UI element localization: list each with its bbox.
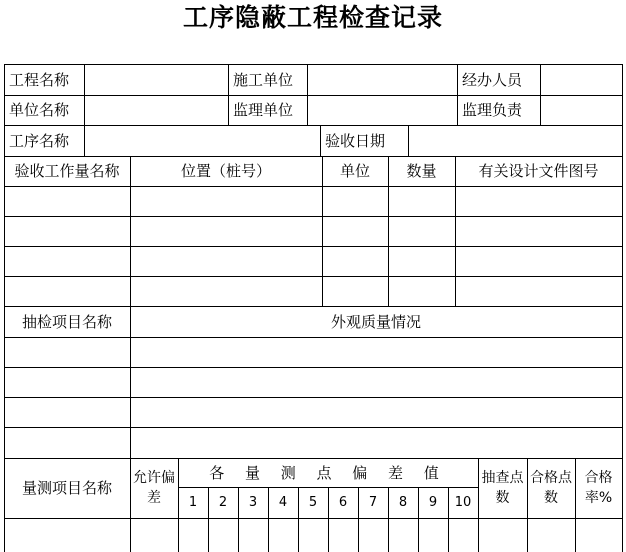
document-title: 工序隐蔽工程检查记录 [182, 3, 443, 32]
quantity-cell[interactable] [455, 246, 622, 276]
inspection-cell[interactable] [4, 367, 130, 397]
point-number: 1 [188, 494, 198, 510]
inspection-cell[interactable] [4, 427, 130, 458]
quantity-cell[interactable] [455, 186, 622, 216]
quantity-cell[interactable] [322, 246, 388, 276]
table-right-border [622, 64, 623, 552]
label-handler: 经办人员 [462, 70, 523, 89]
quantity-cell[interactable] [388, 216, 455, 246]
label-acceptance-date: 验收日期 [325, 131, 386, 150]
inspection-cell[interactable] [130, 337, 622, 367]
inspection-cell[interactable] [130, 367, 622, 397]
field-project-name[interactable] [84, 64, 228, 95]
measurement-cell[interactable] [238, 518, 268, 551]
label-unit-name: 单位名称 [9, 101, 70, 119]
inspection-cell[interactable] [4, 397, 130, 427]
measurement-cell[interactable] [358, 518, 388, 551]
quantity-cell[interactable] [4, 276, 130, 306]
label-supervision-unit: 监理单位 [233, 101, 294, 119]
measurement-cell[interactable] [130, 518, 178, 551]
point-number: 3 [248, 494, 258, 510]
header-quantity: 数量 [406, 162, 437, 180]
field-supervision-unit[interactable] [307, 95, 457, 125]
measurement-cell[interactable] [478, 518, 527, 551]
header-position: 位置（桩号） [180, 162, 271, 180]
measurement-cell[interactable] [527, 518, 575, 551]
quantity-cell[interactable] [322, 186, 388, 216]
field-acceptance-date[interactable] [408, 125, 622, 156]
header-tolerance: 允许偏差 [133, 470, 175, 506]
inspection-cell[interactable] [130, 397, 622, 427]
measurement-cell[interactable] [448, 518, 478, 551]
header-appearance-quality: 外观质量情况 [330, 312, 421, 331]
quantity-cell[interactable] [322, 276, 388, 306]
measurement-cell[interactable] [388, 518, 418, 551]
measurement-cell[interactable] [178, 518, 208, 551]
header-qualified-points: 合格点数 [530, 470, 572, 506]
header-deviation-values: 各 量 测 点 偏 差 值 [209, 463, 447, 482]
quantity-cell[interactable] [455, 276, 622, 306]
quantity-cell[interactable] [322, 216, 388, 246]
point-number: 6 [338, 494, 348, 510]
quantity-cell[interactable] [4, 246, 130, 276]
field-unit-name[interactable] [84, 95, 228, 125]
quantity-cell[interactable] [388, 276, 455, 306]
point-number: 2 [218, 494, 228, 510]
measurement-cell[interactable] [575, 518, 622, 551]
point-number: 5 [308, 494, 318, 510]
quantity-cell[interactable] [388, 186, 455, 216]
quantity-cell[interactable] [130, 186, 322, 216]
measurement-cell[interactable] [328, 518, 358, 551]
quantity-cell[interactable] [455, 216, 622, 246]
header-pass-rate: 合格率% [584, 470, 613, 506]
quantity-cell[interactable] [4, 186, 130, 216]
inspection-cell[interactable] [130, 427, 622, 458]
measurement-cell[interactable] [298, 518, 328, 551]
header-unit: 单位 [339, 162, 370, 180]
quantity-cell[interactable] [130, 216, 322, 246]
label-project-name: 工程名称 [9, 70, 70, 89]
label-construction-unit: 施工单位 [233, 70, 294, 89]
field-handler[interactable] [540, 64, 622, 95]
quantity-cell[interactable] [4, 216, 130, 246]
header-sampled-points: 抽查点数 [481, 470, 524, 506]
header-design-drawing: 有关设计文件图号 [478, 162, 599, 180]
point-number: 8 [398, 494, 408, 510]
point-number: 7 [368, 494, 378, 510]
field-construction-unit[interactable] [307, 64, 457, 95]
measurement-cell[interactable] [208, 518, 238, 551]
header-work-item: 验收工作量名称 [14, 162, 120, 180]
field-process-name[interactable] [84, 125, 320, 156]
quantity-cell[interactable] [130, 276, 322, 306]
point-number: 4 [278, 494, 288, 510]
header-inspection-item: 抽检项目名称 [21, 312, 112, 331]
measurement-cell[interactable] [418, 518, 448, 551]
header-measure-item: 量测项目名称 [21, 479, 112, 497]
label-process-name: 工序名称 [9, 131, 70, 150]
point-number: 9 [428, 494, 438, 510]
field-supervisor[interactable] [540, 95, 622, 125]
quantity-cell[interactable] [388, 246, 455, 276]
point-number: 10 [454, 494, 472, 510]
quantity-cell[interactable] [130, 246, 322, 276]
inspection-cell[interactable] [4, 337, 130, 367]
measurement-cell[interactable] [268, 518, 298, 551]
measurement-cell[interactable] [4, 518, 130, 551]
label-supervisor: 监理负责 [462, 101, 523, 119]
